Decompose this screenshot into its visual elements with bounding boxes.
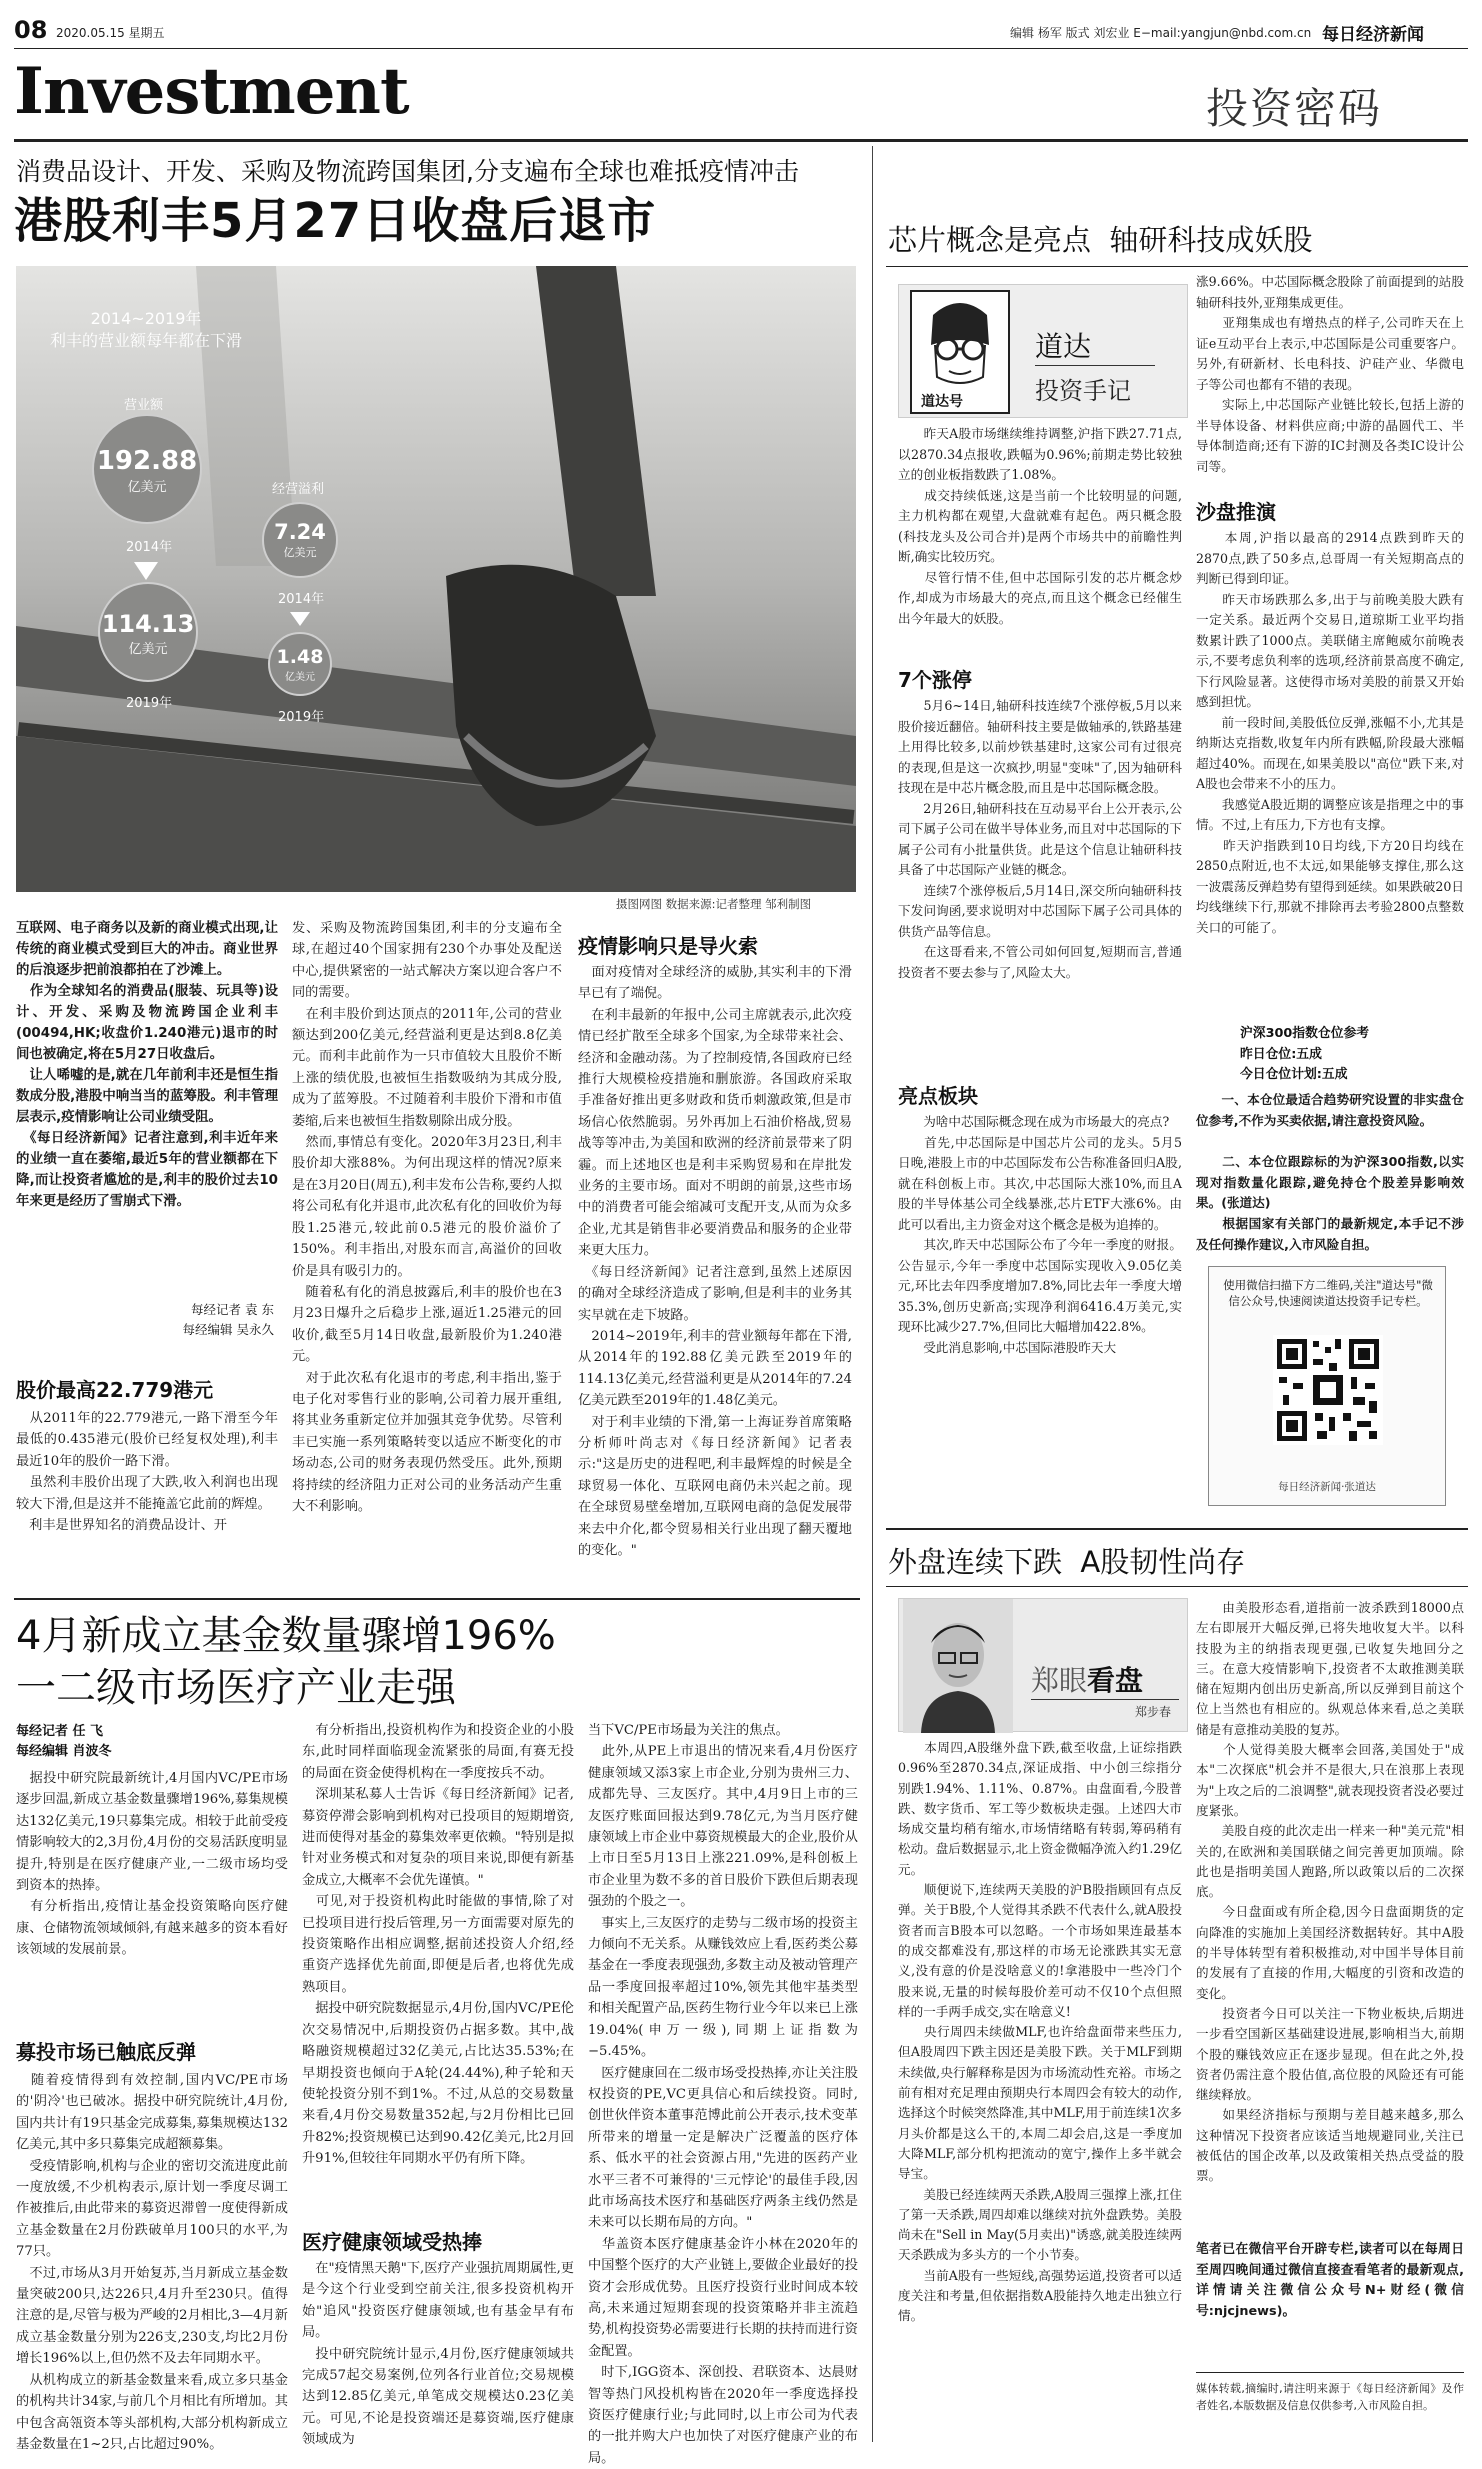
article2-byline <box>16 1722 112 1762</box>
page-date <box>56 24 165 41</box>
qr-box <box>1208 1266 1446 1506</box>
down-arrow-icon <box>290 612 310 626</box>
section-title-en: Investment <box>14 54 409 129</box>
article1-kicker: 消费品设计、开发、采购及物流跨国集团,分支遍布全球也难抵疫情冲击 <box>16 157 799 186</box>
daoda-small-brand: 道达号 <box>919 391 965 411</box>
article1-title: 港股利丰5月27日收盘后退市 <box>14 193 657 249</box>
article-separator <box>14 1598 860 1600</box>
profit-2014-value: 7.24 <box>274 520 326 544</box>
article1-photo <box>16 266 856 892</box>
article3-col1-body: 昨天A股市场继续维持调整,沪指下跌27.71点,以2870.34点报收,跌幅为0.96%;前期走势比较独立的创业板指数跌了1.08%。 成交持续低迷,这是当前一个比较明显的问题,主力机构都在观望,大盘就难有起色。两只概念股(科技龙头及公司合并)是两个市场共中的前瞻性判断,确实比较历究。 尽管行情不佳,但中芯国际引发的芯片概念炒作,却成为市场最大的亮点,而且这个概念已经催生出今年最大的妖股。 <box>898 426 1182 626</box>
article2-title-line1: 4月新成立基金数量骤增196% <box>16 1613 556 1659</box>
revenue-2019-value: 114.13 <box>101 610 195 638</box>
position-note-1: 一、本仓位最适合趋势研究设置的非实盘仓位参考,不作为买卖依据,请注意投资风险。 <box>1196 1092 1464 1128</box>
down-arrow-icon <box>134 562 158 580</box>
disclaimer-rule <box>1196 2372 1464 2373</box>
article1-subhead-1: 股价最高22.779港元 <box>16 1378 214 1402</box>
newspaper-name: 每日经济新闻 <box>1322 25 1424 45</box>
article4-title: 外盘连续下跌 A股韧性尚存 <box>888 1545 1246 1579</box>
qr-caption: 每日经济新闻·张道达 <box>1278 1481 1376 1493</box>
editor-line: 编辑 杨军 版式 刘宏业 E−mail:yangjun@nbd.com.cn <box>1010 26 1312 40</box>
revenue-2014-value: 192.88 <box>96 446 198 476</box>
qr-instructions: 使用微信扫描下方二维码,关注"道达号"微信公众号,快速阅读道达投资手记专栏。 <box>1223 1278 1433 1308</box>
profit-2019-year: 2019年 <box>278 710 325 725</box>
zhengyan-author: 郑步春 <box>1135 1705 1172 1719</box>
revenue-2019-unit: 亿美元 <box>128 642 168 657</box>
article3-title: 芯片概念是亮点 轴研科技成妖股 <box>888 223 1313 257</box>
revenue-2019-bubble <box>98 582 198 682</box>
article3-col1b-body: 5月6~14日,轴研科技连续7个涨停板,5月以来股价接近翻倍。轴研科技主要是做轴承的,铁路基建上用得比较多,以前炒铁基建时,这家公司有过很亮的表现,但是这一次疯抄,明显"变味"了,因为轴研科技现在是中芯片概念股,而且是中芯国际概念股。 2月26日,轴研科技在互动易平台上公开表示,公司下属子公司在做半导体业务,而且对中芯国际的下属子公司有小批量供货。此是这个信息让轴研科技具备了中芯国际产业链的概念。 连续7个涨停板后,5月14日,深交所向轴研科技下发问询函,要求说明对中芯国际下属子公司具体的供货产品等信息。 在这哥看来,不管公司如何回复,短期而言,普通投资者不要去参与了,风险太大。 <box>898 698 1182 980</box>
daoda-brand-name: 道达 <box>1035 330 1092 363</box>
article4-rule <box>886 1586 1468 1587</box>
article1-byline <box>16 1300 274 1340</box>
zhengyan-brand-part1: 郑眼 <box>1031 1664 1088 1697</box>
weekday-text: 星期五 <box>128 26 165 40</box>
article1-reporter: 每经记者 袁 东 <box>191 1302 274 1317</box>
page-number: 08 <box>14 16 48 44</box>
daoda-brand-subtitle: 投资手记 <box>1035 377 1131 405</box>
position-reference: 沪深300指数仓位参考 昨日仓位:五成 今日仓位计划:五成 <box>1240 1026 1370 1082</box>
zhengyan-brand-part2: 看盘 <box>1087 1664 1144 1697</box>
article3-subhead-1: 7个涨停 <box>898 668 972 692</box>
profit-2019-unit: 亿美元 <box>285 672 315 683</box>
revenue-2014-bubble <box>92 414 202 524</box>
profit-2014-unit: 亿美元 <box>283 546 317 559</box>
article3-col1c-body: 为啥中芯国际概念现在成为市场最大的亮点? 首先,中芯国际是中国芯片公司的龙头。5月5日晚,港股上市的中芯国际发布公告称准备回归A股,就在科创板上市。其次,中芯国际大涨10%,而且A股的半导体基公司全线暴涨,芯片ETF大涨6%。由此可以看出,主力资金对这个概念是极为追捧的。 其次,昨天中芯国际公布了今年一季度的财报。公告显示,今年一季度中芯国际实现收入9.05亿美元,环比去年四季度增加7.8%,同比去年一季度大增35.3%,创历史新高;实现净利润6416.4万美元,实现环比减少27.7%,但同比大幅增加422.8%。 受此消息影响,中芯国际港股昨天大 <box>898 1114 1182 1355</box>
revenue-2014-year: 2014年 <box>126 540 173 555</box>
chart-title-line1: 2014~2019年 <box>90 309 202 328</box>
article2-col3-body: 当下VC/PE市场最为关注的焦点。 此外,从PE上市退出的情况来看,4月份医疗健康领域又添3家上市企业,分别为贵州三力、成都先导、三友医疗。其中,4月9日上市的三友医疗账面回报达到9.78亿元,为当月医疗健康领域上市企业中募资规模最大的企业,股价从上市日至5月13日上涨221.09%,是科创板上市企业里为数不多的首日股价下跌但后期表现强劲的个股之一。 事实上,三友医疗的走势与二级市场的投资主力倾向不无关系。从赚钱效应上看,医药类公募基金在一季度表现强劲,多数主动及被动管理产品一季度回报率超过10%,领先其他牢基类型和相关配置产品,医药生物行业今年以来已上涨19.04%(申万一级),同期上证指数为−5.45%。 医疗健康回在二级市场受投热捧,亦让关注股权投资的PE,VC更具信心和后续投资。同时,创世伙伴资本董事范博此前公开表示,技术变革所带来的增量一定是解决广泛覆盖的医疗体系、低水平的社会资源占用,"先进的医药产业水平三者不可兼得的'三元悖论'的最佳手段,因此市场高技术医疗和基础医疗两条主线仍然是未来可以长期布局的方向。" 华盖资本医疗健康基金许小林在2020年的中国整个医疗的大产业链上,要做企业最好的投资才会形成优势。且医疗投资行业时间成本较高,未来通过短期套现的投资策略并非主流趋势,机构投资势必需要进行长期的扶持而进行资金配置。 时下,IGG资本、深创投、君联资本、达晨财智等热门风投机构皆在2020年一季度选择投资医疗健康行业;与此同时,以上市公司为代表的一批并购大户也加快了对医疗健康产业的布局。 <box>588 1723 858 2466</box>
article4-col2-body: 由美股形态看,道指前一波杀跌到18000点左右即展开大幅反弹,已将失地收复大半。以科技股为主的纳指表现更强,已收复失地回分之三。在意大疫情影响下,投资者不太敢推测美联储在短期内创出历史新高,所以反弹到目前这个位上当然也有相应的。纵观总体来看,总之美联储是有意推动美股的复苏。 个人觉得美股大概率会回落,美国处于"成本"二次探底"机会并不是很大,只在浪那上表现为"上攻之后的二浪调整",就表现投资者没必要过度紧张。 美股自疫的此次走出一样来一种"美元荒"相关的,在欧洲和美国联储之间完善更加顶端。除此也是指明美国人跑路,所以政策以后的二次探底。 今日盘面或有所企稳,因今日盘面期货的定向降准的实施加上美国经济数据转好。其中A股的半导体转型有着积极推动,对中国半导体目前的发展有了直接的作用,大幅度的引资和改造的变化。 投资者今日可以关注一下物业板块,后期进一步看空国新区基础建设进展,影响相当大,前期个股的赚钱效应正在逐步显现。但在此之外,投资者仍需注意个股估值,高位股的风险还有可能继续释放。 如果经济指标与预期与差目越来越多,那么这种情况下投资者应该适当地规避同业,关注已被低估的国企改革,以及政策相关热点受益的股票。 <box>1196 1600 1464 2184</box>
article2-subhead-2: 医疗健康领域受热捧 <box>302 2230 482 2254</box>
article2-col2b-body: 在"疫情黑天鹅"下,医疗产业强抗周期属性,更是今这个行业受到空前关注,很多投资机构开始"追风"投资医疗健康领域,也有基金早有布局。 投中研究院统计显示,4月份,医疗健康领域共完成57起交易案例,位列各行业首位;交易规模达到12.85亿美元,单笔成交规模达0.23亿美元。可见,不论是投资端还是募资端,医疗健康领域成为 <box>302 2261 574 2448</box>
chart-title <box>46 308 246 352</box>
revenue-2014-unit: 亿美元 <box>127 480 167 495</box>
article1-editor: 每经编辑 吴永久 <box>182 1322 274 1337</box>
daoda-brand-divider <box>1035 365 1155 366</box>
article1-col2-body: 发、采购及物流跨国集团,利丰的分支遍布全球,在超过40个国家拥有230个办事处及配送中心,提供紧密的一站式解决方案以迎合客户不同的需要。 在利丰股价到达顶点的2011年,公司的营业额达到200亿美元,经营溢利更是达到8.8亿美元。而利丰此前作为一只市值较大且股价不断上涨的绩优股,也被恒生指数吸纳为其成分股,成为了蓝筹股。不过随着利丰股价下滑和市值萎缩,后来也被恒生指数剔除出成分股。 然而,事情总有变化。2020年3月23日,利丰股价却大涨88%。为何出现这样的情况?原来是在3月20日(周五),利丰发布公告称,要约人拟将公司私有化并退市,此次私有化的回收价为每股1.25港元,较此前0.5港元的股价溢价了150%。利丰指出,对股东而言,高溢价的回收价是具有吸引力的。 随着私有化的消息披露后,利丰的股价也在3月23日爆升之后稳步上涨,逼近1.25港元的回收价,截至5月14日收盘,最新股价为1.240港元。 对于此次私有化退市的考虑,利丰指出,鉴于电子化对零售行业的影响,公司着力展开重组,将其业务重新定位并加强其竞争优势。尽管利丰已实施一系列策略转变以适应不断变化的市场动态,公司的财务表现仍然受压。此外,预期将持续的经济阻力正对公司的业务活动产生重大不利影响。 <box>292 921 562 1514</box>
position-note-2: 二、本仓位跟踪标的为沪深300指数,以实现对指数量化跟踪,避免持仓个股差异影响效果。(张道达) <box>1196 1154 1464 1210</box>
header-rule <box>14 48 1468 49</box>
disclaimer: 媒体转载,摘编时,请注明来源于《每日经济新闻》及作者姓名,本版数据及信息仅供参考,入市风险自担。 <box>1196 2382 1464 2412</box>
article3-col2-body: 涨9.66%。中芯国际概念股除了前面提到的站股轴研科技外,亚翔集成更佳。 亚翔集成也有增热点的样子,公司昨天在上证e互动平台上表示,中芯国际是公司重要客户。另外,有研新材、长电科技、沪硅产业、华微电子等公司也都有不错的表现。 实际上,中芯国际产业链比较长,包括上游的半导体设备、材料供应商;中游的晶圆代工、半导体制造商;还有下游的IC封测及各类IC设计公司等。 <box>1196 274 1464 474</box>
article1-col1-body: 从2011年的22.779港元,一路下滑至今年最低的0.435港元(股价已经复权处理),利丰最近10年的股价一路下滑。 虽然利丰股价出现了大跌,收入利润也出现较大下滑,但是这并不能掩盖它此前的辉煌。 利丰是世界知名的消费品设计、开 <box>16 1411 278 1534</box>
article2-col1-body: 据投中研究院最新统计,4月国内VC/PE市场逐步回温,新成立基金数量骤增196%,募集规模达132亿美元,19只募集完成。相较于此前受疫情影响较大的2,3月份,4月份的交易活跃度明显提升,特别是在医疗健康产业,一二级市场均受到资本的热捧。 有分析指出,疫情让基金投资策略向医疗健康、仓储物流领域倾斜,有越来越多的资本看好该领域的发展前景。 <box>16 1771 288 1958</box>
profit-2014-year: 2014年 <box>278 592 325 607</box>
author-notice: 笔者已在微信平台开辟专栏,读者可以在每周日至周四晚间通过微信直接查看笔者的最新观点,详情请关注微信公众号N+财经(微信号:njcjnews)。 <box>1196 2242 1464 2319</box>
zhengyan-brand <box>1031 1659 1143 1699</box>
profit-2014-bubble <box>262 502 338 578</box>
section-rule <box>14 139 1468 142</box>
article1-col3-body: 面对疫情对全球经济的威胁,其实利丰的下滑早已有了端倪。 在利丰最新的年报中,公司主席就表示,此次疫情已经扩散至全球多个国家,为全球带来社会、经济和金融动荡。为了控制疫情,各国政府已经推行大规模检疫措施和删旅游。各国政府采取手准备好推出更多财政和货币刺激政策,但是市场信心依然脆弱。另外再加上石油价格战,贸易战等等冲击,为美国和欧洲的经济前景带来了阴霾。而上述地区也是利丰采购贸易和在岸批发业务的主要市场。面对不明朗的前景,这些市场中的消费者可能会缩减可支配开支,从而为众多企业,尤其是销售非必要消费品和服务的企业带来更大压力。 《每日经济新闻》记者注意到,虽然上述原因的确对全球经济造成了影响,但是利丰的业务其实早就在走下坡路。 2014~2019年,利丰的营业额每年都在下滑,从2014年的192.88亿美元跌至2019年的114.13亿美元,经营溢利更是从2014年的7.24亿美元跌至2019年的1.48亿美元。 对于利丰业绩的下滑,第一上海证券首席策略分析师叶尚志对《每日经济新闻》记者表示:"这是历史的进程吧,利丰最辉煌的时候是全球贸易一体化、互联网电商仍未兴起之前。现在全球贸易壁垒增加,互联网电商的急促发展带来去中介化,都令贸易相关行业出现了翻天覆地的变化。" <box>578 965 852 1558</box>
date-text: 2020.05.15 <box>56 26 125 40</box>
article1-subhead-2: 疫情影响只是导火索 <box>578 934 758 958</box>
photo-credit: 摄图网图 数据来源:记者整理 邹利制图 <box>616 897 812 911</box>
article2-editor: 每经编辑 肖波冬 <box>16 1744 112 1759</box>
author-portrait <box>903 1599 1013 1733</box>
article4-col1-body: 本周四,A股继外盘下跌,截至收盘,上证综指跌0.96%至2870.34点,深证成指、中小创三综指分别跌1.94%、1.11%、0.87%。由盘面看,今股普跌、数字货币、军工等少数板块走强。上述四大市场成交量均稍有缩水,市场情绪略有转弱,筹码稍有松动。盘后数据显示,北上资金微幅净流入约1.29亿元。 顺便说下,连续两天美股的沪B股指顾回有点反弹。关于B股,个人觉得其杀跌不代表什么,就A股投资者而言B股本可以忽略。一个市场如果连最基本的成交都难没有,那这样的市场无论涨跌其实无意义,没有意的价是没啥意义的!拿港股中一些冷门个股来说,无量的时候每股价差可动不仅10个点但照样的一手两手成交,实在啥意义! 央行周四未续做MLF,也许给盘面带来些压力,但A股周四下跌主因还是美股下跌。关于MLF到期未续做,央行解释称是因为市场流动性充裕。市场之前有相对充足理由预期央行本周四会有较大的动作,选择这个时候突然降准,其中MLF,用于前连续1次多月头价都是这么干的,本周二却会启,这是一季度加大降MLF,部分机构把流动的宽宁,操作上多半就会导宝。 美股已经连续两天杀跌,A股周三强撑上涨,扛住了第一天杀跌,周四却难以继续对抗外盘跌势。美股尚未在"Sell in May(5月卖出)"诱惑,就美股连续两天杀跌成为多头方的一个小节奏。 当前A股有一些短线,高强势运道,投资者可以适度关注和考量,但依据指数A股能持久地走出独立行情。 <box>898 1740 1182 2324</box>
article3-subhead-2: 亮点板块 <box>898 1084 978 1108</box>
article2-subhead-1: 募投市场已触底反弹 <box>16 2040 196 2064</box>
column-divider <box>872 146 873 2442</box>
article3-col2b-body: 本周,沪指以最高的2914点跌到昨天的2870点,跌了50多点,总哥周一有关短期高点的判断已得到印证。 昨天市场跌那么多,出于与前晚美股大跌有一定关系。最近两个交易日,道琼斯工业平均指数累计跌了1000点。美联储主席鲍威尔前晚表示,不要考虑负利率的选项,经济前景高度不确定,下行风险显著。这使得市场对美股的前景又开始感到担忧。 前一段时间,美股低位反弹,涨幅不小,尤其是纳斯达克指数,收复年内所有跌幅,阶段最大涨幅超过40%。而现在,如果美股以"高位"跌下来,对A股也会带来不小的压力。 我感觉A股近期的调整应该是指理之中的事情。不过,上有压力,下方也有支撑。 昨天沪指跌到10日均线,下方20日均线在2850点附近,也不太远,如果能够支撑住,那么这一波震荡反弹趋势有望得到延续。如果跌破20日均线继续下行,那就不排除再去考验2800点整数关口的可能了。 <box>1196 530 1464 935</box>
position-note-3: 根据国家有关部门的最新规定,本手记不涉及任何操作建议,入市风险自担。 <box>1196 1216 1464 1252</box>
daoda-column-logo <box>898 284 1188 418</box>
zhengyan-column-logo <box>898 1598 1188 1732</box>
article1-lead: 互联网、电子商务以及新的商业模式出现,让传统的商业模式受到巨大的冲击。商业世界的后浪逐步把前浪都拍在了沙滩上。 作为全球知名的消费品(服装、玩具等)设计、开发、采购及物流跨国企业利丰(00494,HK;收盘价1.240港元)退市的时间也被确定,将在5月27日收盘后。 让人唏嘘的是,就在几年前利丰还是恒生指数成分股,港股中响当当的蓝筹股。利丰管理层表示,疫情影响让公司业绩受阻。 《每日经济新闻》记者注意到,利丰近年来的业绩一直在萎缩,最近5年的营业额都在下降,而让投资者尴尬的是,利丰的股价过去10年来更是经历了雪崩式下滑。 <box>16 921 278 1209</box>
zhengyan-divider <box>1031 1699 1179 1700</box>
profit-2019-value: 1.48 <box>276 646 324 668</box>
article2-title-line2: 一二级市场医疗产业走强 <box>16 1665 456 1711</box>
article2-col1b-body: 随着疫情得到有效控制,国内VC/PE市场的'阴冷'也已破冰。据投中研究院统计,4月份,国内共计有19只基金完成募集,募集规模达132亿美元,其中多只募集完成超额募集。 受疫情影响,机构与企业的密切交流进度此前一度放缓,不少机构表示,原计划一季度尽调工作被推后,由此带来的募资迟滞曾一度使得新成立基金数量在2月份跌破单月100只的水平,为77只。 不过,市场从3月开始复苏,当月新成立基金数量突破200只,达226只,4月升至230只。值得注意的是,尽管与极为严峻的2月相比,3—4月新成立基金数量分别为226支,230支,均比2月份增长196%以上,但仍然不及去年同期水平。 从机构成立的新基金数量来看,成立多只基金的机构共计34家,与前几个月相比有所增加。其中包含高瓴资本等头部机构,大部分机构新成立基金数量在1~2只,占比超过90%。 <box>16 2073 288 2452</box>
revenue-label: 营业额 <box>124 398 164 413</box>
article3-subhead-3: 沙盘推演 <box>1196 500 1276 524</box>
chart-title-line2: 利丰的营业额每年都在下滑 <box>49 331 242 350</box>
profit-label: 经营溢利 <box>272 482 325 497</box>
profit-2019-bubble <box>268 632 332 696</box>
revenue-2019-year: 2019年 <box>126 696 173 711</box>
article3-rule <box>886 266 1468 267</box>
section-title-cn: 投资密码 <box>1206 84 1383 133</box>
qr-code-icon[interactable] <box>1273 1335 1383 1445</box>
article-separator <box>886 1528 1468 1530</box>
article2-col2-body: 有分析指出,投资机构作为和投资企业的小股东,此时同样面临现金流紧张的局面,有赛无投的局面在资金使得机构在一季度按兵不动。 深圳某私募人士告诉《每日经济新闻》记者,募资停滞会影响到机构对已投项目的短期增资,进而使得对基金的募集效率更依赖。"特别是拟针对业务模式和对复杂的项目来说,即便有新基金成立,大概率不会优先谨慎。" 可见,对于投资机构此时能做的事情,除了对已投项目进行投后管理,另一方面需要对原先的投资策略作出相应调整,据前述投资人介绍,经重资产选择优先前面,即便是后者,也将优先成熟项目。 据投中研究院数据显示,4月份,国内VC/PE伦次交易情况中,后期投资仍占据多数。其中,战略融资规模超过32亿美元,占比达35.53%;在早期投资也倾向于A轮(24.44%),种子轮和天使轮投资分别不到1%。不过,从总的交易数量来看,4月份交易数量352起,与2月份相比已回升82%;投资规模已达到90.42亿美元,比2月回升91%,但较往年同期水平仍有所下降。 <box>302 1723 574 2167</box>
article2-reporter: 每经记者 任 飞 <box>16 1724 104 1739</box>
